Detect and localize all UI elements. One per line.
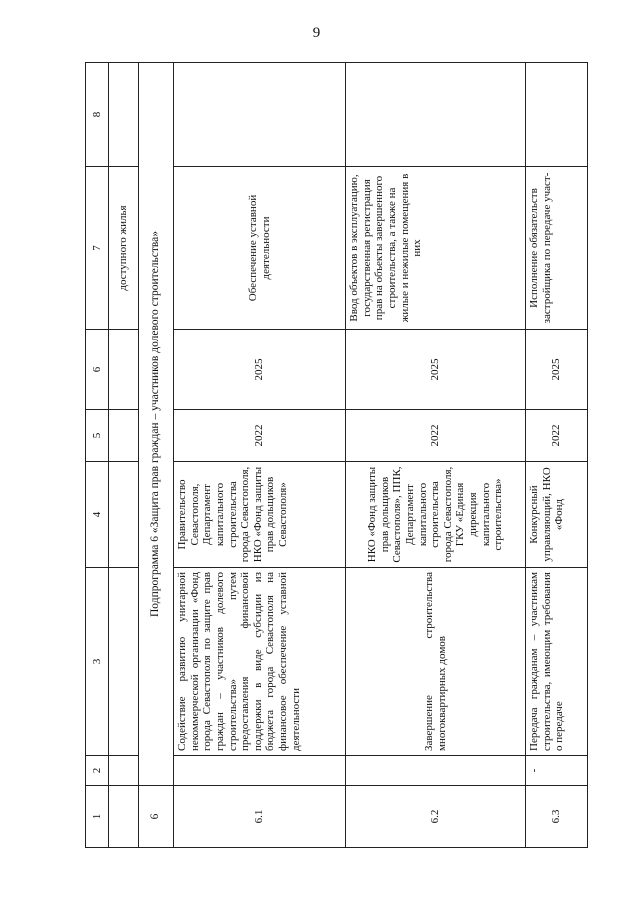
end-year: 2025 [526,330,588,410]
measure-text: Передача гражданам – участникам строительства, имеющим требования о передаче [526,568,588,756]
continuation-text: доступного жилья [109,167,139,330]
end-year: 2025 [346,330,526,410]
executors-text: Конкурсный управляющий, НКО «Фонд [526,462,588,568]
table-row: 6.3 - Передача гражданам – участникам строительства, имеющим требования о передаче Конкурсный управляющий, НКО «Фонд 2022 2025 Исполнение обязательств застройщика по передаче участ- [526,63,588,848]
page-number: 9 [312,25,321,41]
header-cell: 7 [86,167,109,330]
header-cell: 1 [86,786,109,848]
measure-text: Содействие развитию унитарной некоммерческой организации «Фонд города Севастополя по защите прав граждан – участников долевого строительства» путем предоставления финансовой поддержки в виде субсидии из бюджета города Севастополя на финансовое обеспечение уставной деятельности [174,568,346,756]
start-year: 2022 [346,410,526,462]
header-cell: 5 [86,410,109,462]
start-year: 2022 [174,410,346,462]
header-cell: 8 [86,63,109,167]
subprogram-title: Подпрограмма 6 «Защита прав граждан – участников долевого строительства» [139,63,174,786]
table-row [174,63,346,848]
result-text: Исполнение обязательств застройщика по передаче участ- [526,167,588,330]
measure-text: Завершение строительства многоквартирных домов [346,568,526,756]
start-year: 2022 [526,410,588,462]
executors-text: Правительство Севастополя, Департамент капитального строительства города Севастополя, НКО «Фонд защиты прав дольщиков Севастополя» [174,462,346,568]
rotated-table-container [85,63,566,848]
row-number: 6.2 [346,786,526,848]
row-number: 6.3 [526,786,588,848]
subprogram-row [139,63,174,848]
header-row [86,63,109,848]
result-text: Обеспечение уставной деятельности [174,167,346,330]
row-number: 6.1 [174,786,346,848]
result-text: Ввод объектов в эксплуатацию, государственная регистрация прав на объекты завершенного строительства, а также на жилые и нежилые помещения в них [346,167,526,330]
end-year: 2025 [174,330,346,410]
header-cell: 4 [86,462,109,568]
continuation-row [109,63,139,848]
subprogram-num: 6 [139,786,174,848]
executors-text: НКО «Фонд защиты прав дольщиков Севастополя», ППК, Департамент капитального строительства города Севастополя, ГКУ «Единая дирекция капитального строительства» [346,462,526,568]
header-cell: 3 [86,568,109,756]
program-table [85,62,588,848]
header-cell: 6 [86,330,109,410]
table-row [346,63,526,848]
header-cell: 2 [86,756,109,786]
